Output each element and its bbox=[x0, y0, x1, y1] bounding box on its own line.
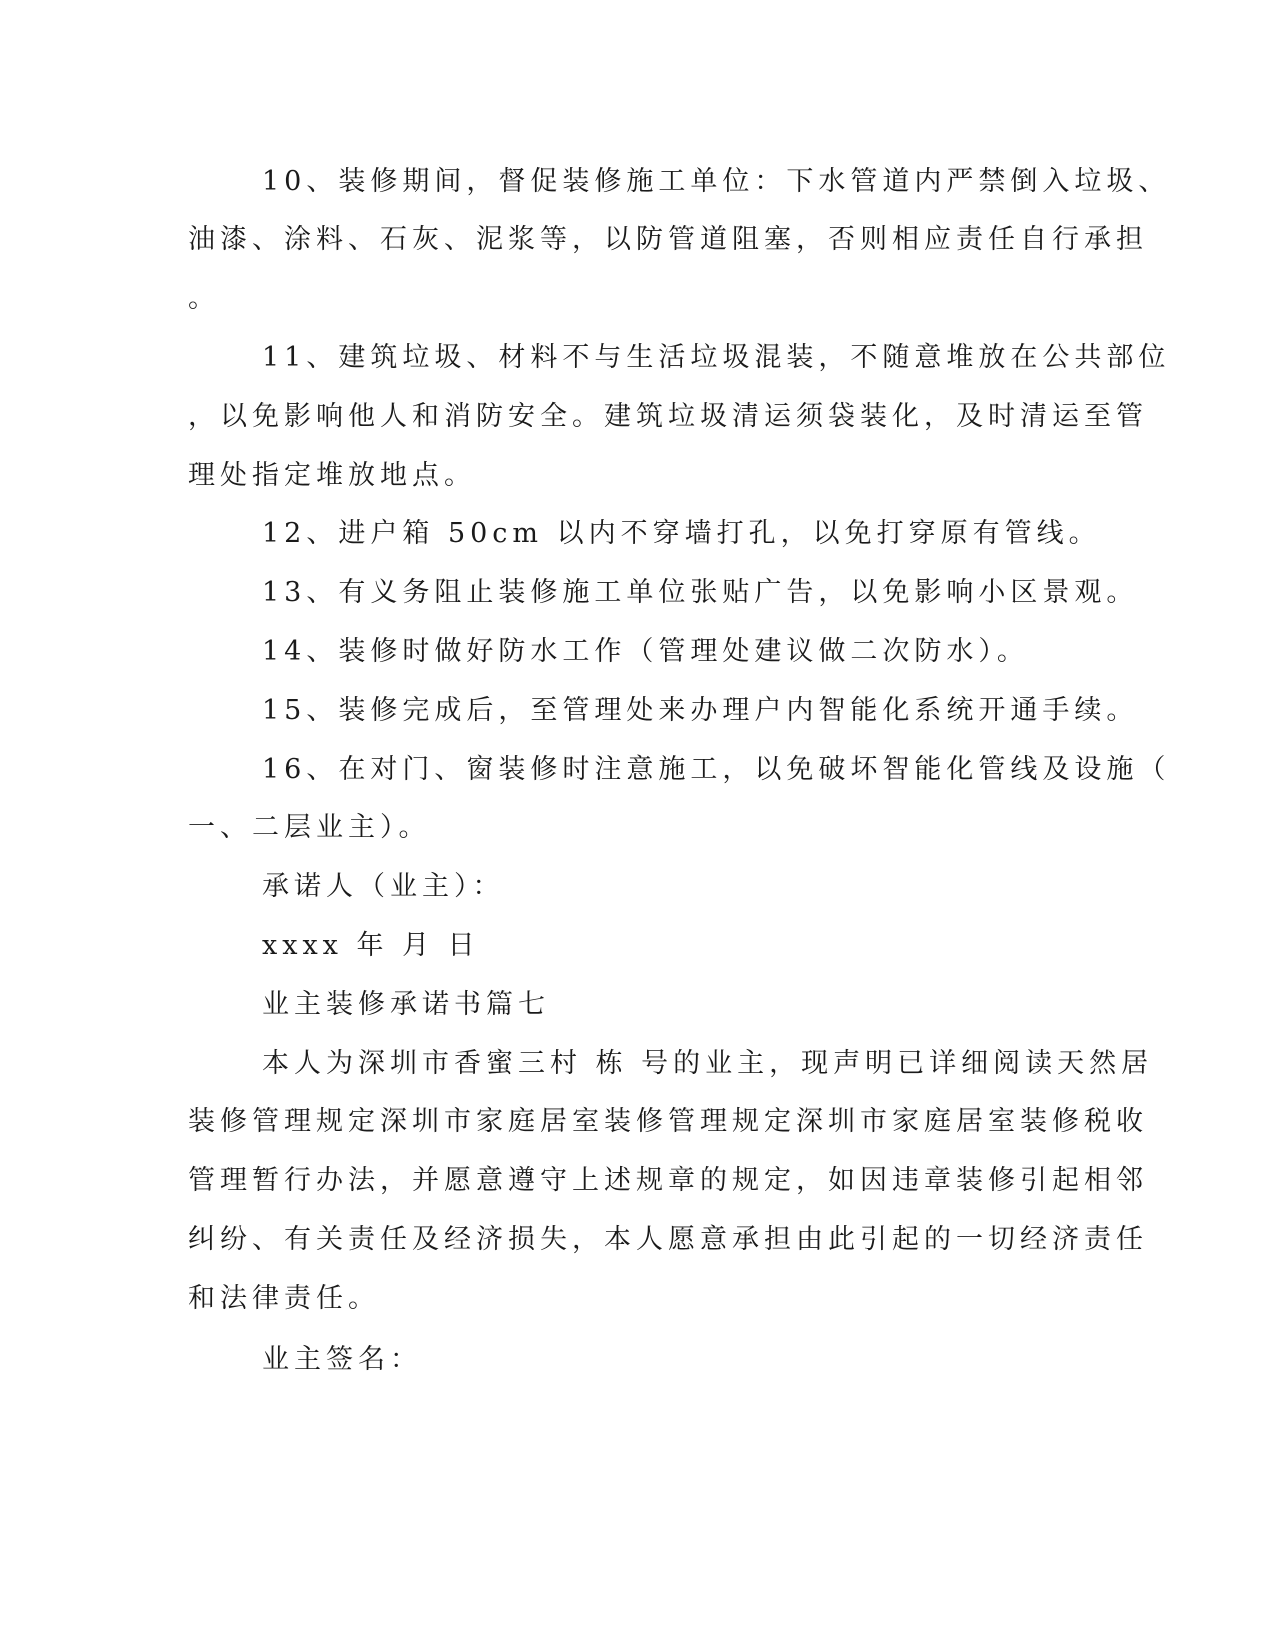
date-line: xxxx 年 月 日 bbox=[262, 930, 480, 961]
clause-11-line-3: 理处指定堆放地点。 bbox=[188, 460, 476, 491]
clause-10-line-3: 。 bbox=[188, 283, 220, 314]
clause-10-line-2: 油漆、涂料、石灰、泥浆等，以防管道阻塞，否则相应责任自行承担 bbox=[188, 224, 1148, 255]
pledger-label: 承诺人（业主）： bbox=[262, 871, 505, 902]
clause-10-line-1: 10、装修期间，督促装修施工单位：下水管道内严禁倒入垃圾、 bbox=[262, 166, 1171, 197]
statement-line-5: 和法律责任。 bbox=[188, 1283, 380, 1314]
clause-11-line-2: ，以免影响他人和消防安全。建筑垃圾清运须袋装化，及时清运至管 bbox=[188, 401, 1148, 432]
statement-line-3: 管理暂行办法，并愿意遵守上述规章的规定，如因违章装修引起相邻 bbox=[188, 1165, 1148, 1196]
statement-line-2: 装修管理规定深圳市家庭居室装修管理规定深圳市家庭居室装修税收 bbox=[188, 1106, 1148, 1137]
owner-signature-label: 业主签名： bbox=[262, 1344, 422, 1375]
clause-12: 12、进户箱 50cm 以内不穿墙打孔，以免打穿原有管线。 bbox=[262, 518, 1101, 549]
section-title: 业主装修承诺书篇七 bbox=[262, 989, 550, 1020]
clause-13: 13、有义务阻止装修施工单位张贴广告，以免影响小区景观。 bbox=[262, 577, 1139, 608]
statement-line-4: 纠纷、有关责任及经济损失，本人愿意承担由此引起的一切经济责任 bbox=[188, 1224, 1148, 1255]
statement-line-1: 本人为深圳市香蜜三村 栋 号的业主，现声明已详细阅读天然居 bbox=[262, 1048, 1154, 1079]
clause-16-line-1: 16、在对门、窗装修时注意施工，以免破坏智能化管线及设施（ bbox=[262, 754, 1171, 785]
clause-16-line-2: 一、二层业主）。 bbox=[188, 812, 431, 843]
clause-14: 14、装修时做好防水工作（管理处建议做二次防水）。 bbox=[262, 636, 1029, 667]
clause-11-line-1: 11、建筑垃圾、材料不与生活垃圾混装，不随意堆放在公共部位 bbox=[262, 342, 1171, 373]
clause-15: 15、装修完成后，至管理处来办理户内智能化系统开通手续。 bbox=[262, 695, 1139, 726]
